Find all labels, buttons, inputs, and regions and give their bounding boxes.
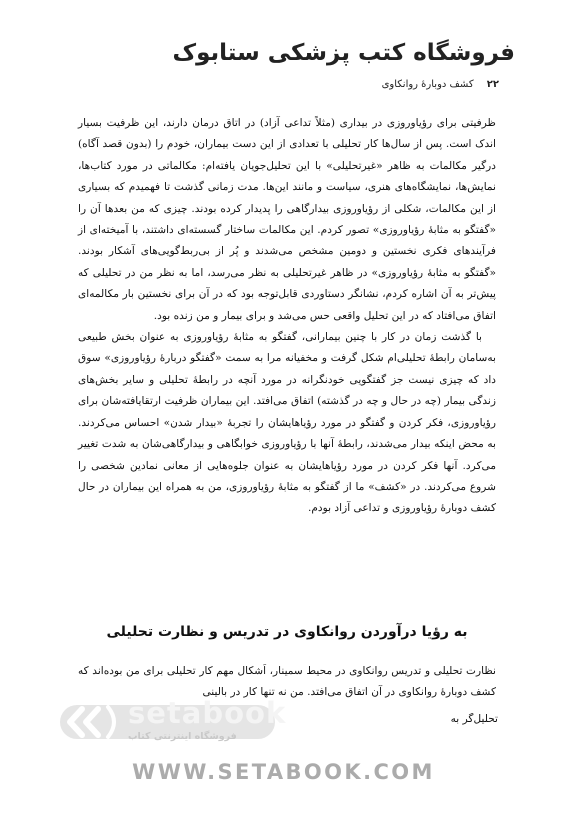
body-text — [78, 113, 496, 520]
paragraph: ظرفیتی برای رؤیاوروزی در بیداری (مثلاً تداعی آزاد) در اتاق درمان دارند، این ظرفیت بسیار اندک است. پس از سال‌ها کار تحلیلی با تعدادی از این دست بیماران، خودم را (بدون قصد آگاه) درگیر مکالمات به ظاهر «غیرتحلیلی» با این تحلیل‌جویان یافته‌ام: مکالماتی در مورد کتاب‌ها، نمایش‌ها، نمایشگاه‌های هنری، سیاست و مانند این‌ها. مدت زمانی گذشت تا فهمیدم که بسیاری از این مکالمات، شکلی از رؤیاوروزی بیدارگاهی را پدیدار کرده بودند. چیزی که من بعدها آن را «گفتگو به مثابهٔ رؤیاوروزی» تصور کردم. این مکالمات ساختار گسسته‌ای داشتند، با آمیخته‌ای از فرآیندهای فکری نخستین و دومین مشخص می‌شدند و پُر از بی‌ربط‌گویی‌های آشکار بودند. «گفتگو به مثابهٔ رؤیاوروزی» در ظاهر غیرتحلیلی به نظر می‌رسد، اما به نظر من در تحلیلی که پیش‌تر به آن اشاره کردم، نشانگر دستاوردی قابل‌توجه بود که در آن برای نخستین بار مکالمه‌ای اتفاق می‌افتاد که در این تحلیل واقعی حس می‌شد و برای بیمار و من زنده بود. — [78, 117, 496, 322]
store-title: فروشگاه کتب پزشکی ستابوک — [172, 40, 515, 66]
page-number: ۲۲ — [486, 79, 499, 90]
running-head — [382, 79, 499, 90]
paragraph: با گذشت زمان در کار با چنین بیمارانی، گفتگو به مثابهٔ رؤیاوروزی به عنوان بخش طبیعی به‌سامان رابطهٔ تحلیلی‌ام شکل گرفت و مخفیانه مرا به سمت «گفتگو دربارهٔ رؤیاوروزی» سوق داد که چیزی نیست جز گفتگویی خودنگرانه در مورد آنچه در رابطهٔ تحلیلی و سایر بخش‌های زندگی بیمار (چه در حال و چه در گذشته) اتفاق می‌افتد. این بیماران ظرفیت ارتقایافته‌شان برای رؤیاوروزی، فکر کردن و گفتگو در مورد رؤیاهایشان را تجربهٔ «بیدار شدن» احساس می‌کردند. به محض اینکه بیدار می‌شدند، رابطهٔ آنها با رؤیاوروزی خوابگاهی و بیدارگاهی‌شان به شدت تغییر می‌کرد. آنها فکر کردن در مورد رؤیاهایشان به عنوان جلوه‌هایی از معانی نمادین شخصی را شروع می‌کردند. در «کشف» ما از گفتگو به مثابهٔ رؤیاوروزی، من به همراه این بیماران در حال کشف دوبارهٔ رؤیاوروزی و تداعی آزاد بودم. — [78, 331, 496, 515]
watermark-website: WWW.SETABOOK.COM — [132, 760, 435, 784]
running-title: کشف دوبارهٔ روانکاوی — [381, 79, 474, 90]
watermark-tagline: فروشگاه اینترنتی کتاب — [128, 731, 237, 742]
cut-off-line: تحلیل‌گر به — [450, 713, 498, 725]
watermark-logo-text: setabook — [128, 696, 287, 730]
section-heading: به رؤیا درآوردن روانکاوی در تدریس و نظارت تحلیلی — [106, 624, 468, 640]
paragraph: نظارت تحلیلی و تدریس روانکاوی در محیط سمینار، اَشکال مهم کار تحلیلی برای من بوده‌اند که کشف دوبارهٔ روانکاوی در آن اتفاق می‌افتد. من نه تنها کار در بالینی — [78, 665, 496, 698]
